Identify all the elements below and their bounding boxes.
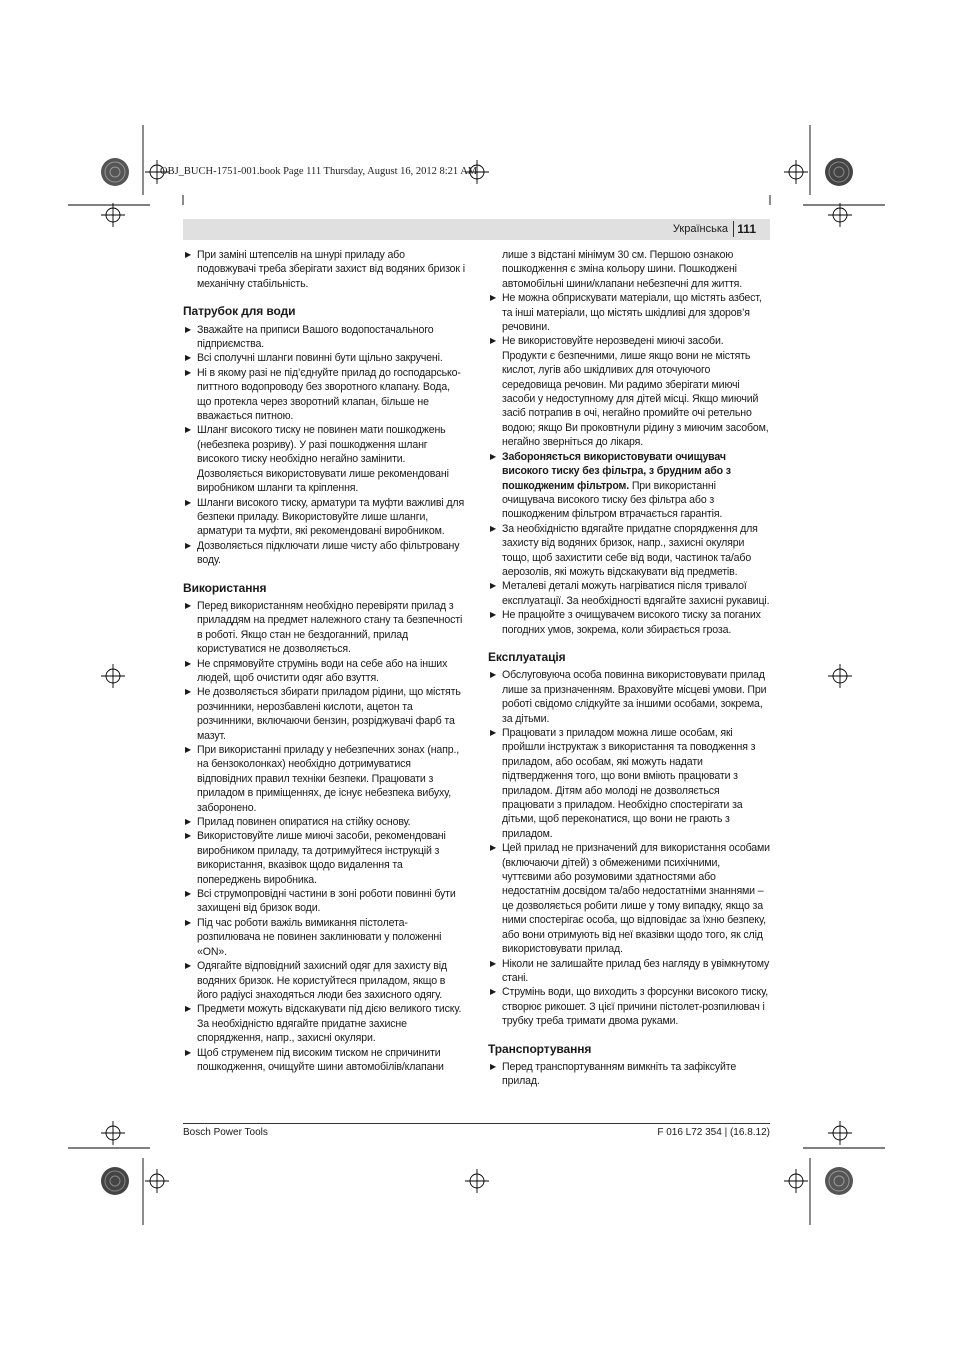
list-item: ▶ Дозволяється підключати лише чисту або фільтровану воду. (185, 539, 460, 567)
header-divider (733, 221, 734, 237)
bullet-arrow-icon: ▶ (185, 425, 192, 435)
bullet-arrow-icon: ▶ (185, 600, 192, 610)
bullet-arrow-icon: ▶ (185, 917, 192, 927)
section-title: Експлуатація (488, 649, 566, 664)
bullet-arrow-icon: ▶ (490, 728, 497, 737)
list-item: ▶ Не працюйте з очищувачем високого тиску за поганих погодних умов, зокрема, коли збирається гроза. (490, 609, 761, 636)
bullet-arrow-icon: ▶ (185, 250, 192, 259)
section-title: Патрубок для води (183, 304, 296, 319)
bullet-arrow-icon: ▶ (490, 670, 497, 680)
footer-doc-number: F 016 L72 354 | (16.8.12) (657, 1127, 770, 1138)
list-item: ▶ При використанні приладу у небезпечних зонах (напр., на бензоколонках) необхідно дотримуватися відповідних правил техніки безпеки. Працювати з приладом в приміщеннях, де існує небезпека вибуху, заборонено. (185, 744, 460, 814)
list-item: ▶ Обслуговуюча особа повинна використовувати прилад лише за призначенням. Враховуйте місцеві умови. При роботі свідомо слідкуйте за іншими особами, зокрема, за дітьми. (490, 669, 767, 725)
list-item: ▶ Ні в якому разі не під’єднуйте прилад до господарсько-питтного водопроводу без зворотного клапану. Вода, що протекла через зворотний клапан, більше не вважається питною. (185, 366, 461, 423)
list-item: ▶ При заміні штепселів на шнурі приладу або подовжувачі треба зберігати захист від водяних бризок і механічну стабільність. (185, 249, 465, 290)
list-item: ▶ Не використовуйте нерозведені миючі засоби. Продукти є безпечними, лише якщо вони не містять кислот, лугів або шкідливих для оточуючого середовища речовин. Ми радимо зберігати миючі засоби у недоступному для дітей місці. Якщо миючий засіб потрапив в очі, негайно промийте очі ретельно водою; якщо Ви проковтнули рідину з миючим засобом, негайно зверніться до лікаря. (490, 335, 769, 449)
page-number: 111 (737, 222, 756, 236)
list-item: ▶ Не спрямовуйте струмінь води на себе або на інших людей, щоб очистити одяг або взуття. (185, 657, 448, 684)
print-slug: OBJ_BUCH-1751-001.book Page 111 Thursday, August 16, 2012 8:21 AM (160, 166, 478, 177)
list-item: ▶ Прилад повинен опиратися на стійку основу. (185, 816, 411, 829)
continued-text: лише з відстані мінімум 30 см. Першою ознакою пошкодження є зміна кольору шини. Пошкоджені автомобільні шини/клапани небезпечні для життя. (502, 249, 743, 290)
section-title: Транспортування (488, 1041, 592, 1056)
list-item: ▶ Працювати з приладом можна лише особам, які пройшли інструктаж з використання та поводження з приладом, або особам, які можуть надати підтвердження того, що вони вміють працювати з приладом. Дітям або молоді не дозволяється працювати з приладом. Необхідно спостерігати за дітьми, щоб переконатися, що вони не грають з приладом. (490, 727, 756, 840)
list-item: ▶ Під час роботи важіль вимикання пістолета-розпилювача не повинен заклинювати у положенні «ON». (185, 916, 442, 958)
list-item: ▶ Використовуйте лише миючі засоби, рекомендовані виробником приладу, та дотримуйтеся інструкцій з використання, вказівок щодо видалення та попереджень виробника. (185, 830, 446, 886)
bullet-arrow-icon: ▶ (185, 1047, 192, 1057)
list-item: ▶ Не можна обприскувати матеріали, що містять азбест, та інші матеріали, що містять шкідливі для здоров’я речовини. (490, 292, 762, 334)
bullet-arrow-icon: ▶ (490, 1061, 497, 1071)
bullet-arrow-icon: ▶ (185, 367, 192, 377)
bullet-arrow-icon: ▶ (185, 324, 192, 334)
bullet-arrow-icon: ▶ (185, 961, 192, 971)
bullet-arrow-icon: ▶ (185, 1004, 192, 1014)
right-column (488, 248, 770, 1089)
bullet-arrow-icon: ▶ (490, 293, 497, 303)
page-header (183, 219, 770, 240)
bullet-arrow-icon: ▶ (490, 523, 497, 533)
bullet-arrow-icon: ▶ (490, 958, 497, 968)
bullet-arrow-icon: ▶ (185, 745, 192, 754)
list-item: ▶ Перед використанням необхідно перевіряти прилад з приладдям на предмет належного стану та безпечності в роботі. Якщо стан не бездоганний, прилад користуватися не дозволяється. (185, 599, 463, 656)
bullet-arrow-icon: ▶ (490, 843, 497, 853)
left-column (183, 248, 465, 1074)
list-item: ▶ За необхідністю вдягайте придатне спорядження для захисту від водяних бризок, напр., захисні окуляри тощо, щоб захистити себе від води, частинок та/або аерозолів, які можуть відскакувати від предметів. (490, 522, 758, 578)
bullet-arrow-icon: ▶ (490, 336, 497, 346)
footer-brand: Bosch Power Tools (183, 1127, 268, 1138)
list-item: ▶ Щоб струменем під високим тиском не спричинити пошкодження, очищуйте шини автомобілів/клапани (185, 1046, 444, 1073)
list-item: ▶ Всі струмопровідні частини в зоні роботи повинні бути захищені від бризок води. (185, 888, 456, 915)
bullet-arrow-icon: ▶ (185, 831, 192, 841)
bullet-arrow-icon: ▶ (490, 581, 497, 591)
bullet-arrow-icon: ▶ (490, 987, 497, 997)
list-item: ▶ Струмінь води, що виходить з форсунки високого тиску, створює рикошет. З цієї причини пістолет-розпилювач і трубку треба тримати двома руками. (490, 986, 769, 1028)
bullet-arrow-icon: ▶ (185, 658, 192, 668)
list-item: ▶ Шланги високого тиску, арматури та муфти важливі для безпеки приладу. Використовуйте лише шланги, арматури та муфти, які рекомендовані виробником. (185, 496, 465, 538)
list-item: ▶ Цей прилад не призначений для використання особами (включаючи дітей) з обмеженими психічними, чуттєвими або розумовими здатностями або недостатнім досвідом та/або недостатніми знаннями – це дозволяється робити лише у тому випадку, якщо за ними спостерігає особа, що відповідає за їхню безпеку, або вони отримують від неї вказівки щодо того, як слід використовувати прилад. (490, 842, 770, 956)
list-item: ▶ Ніколи не залишайте прилад без нагляду в увімкнутому стані. (490, 957, 770, 984)
bullet-arrow-icon: ▶ (185, 817, 192, 827)
bullet-arrow-icon: ▶ (490, 610, 497, 620)
list-item: ▶ Не дозволяється збирати приладом рідини, що містять розчинники, нерозбавлені кислоти, ацетон та розчинники, включаючи бензин, розріджувачі фарб та мазут. (185, 686, 461, 742)
footer-divider (183, 1123, 770, 1124)
list-item: ▶ Предмети можуть відскакувати під дією великого тиску. За необхідністю вдягайте придатне захисне спорядження, напр., захисні окуляри. (185, 1003, 462, 1045)
list-item: ▶ Зважайте на приписи Вашого водопостачального підприємства. (185, 323, 434, 351)
bullet-arrow-icon: ▶ (185, 497, 192, 507)
list-item: ▶ Всі сполучні шланги повинні бути щільно закручені. (185, 352, 443, 365)
list-item: ▶ Перед транспортуванням вимкніть та зафіксуйте прилад. (490, 1060, 737, 1088)
bullet-arrow-icon: ▶ (490, 451, 497, 461)
list-item: ▶ Металеві деталі можуть нагріватися після тривалої експлуатації. За необхідності вдягайте захисні рукавиці. (490, 580, 770, 607)
list-item: ▶ Забороняється використовувати очищувач високого тиску без фільтра, з брудним або з пошкодженим фільтром. При використанні очищувача високого тиску без фільтра або з пошкодженим фільтром втрачається гарантія. (490, 450, 731, 521)
bullet-arrow-icon: ▶ (185, 687, 192, 697)
list-item: ▶ Одягайте відповідний захисний одяг для захисту від водяних бризок. Не користуйтеся приладом, якщо в його радіусі знаходяться люди без захисного одягу. (185, 960, 447, 1001)
bullet-arrow-icon: ▶ (185, 889, 192, 899)
header-language: Українська (672, 223, 728, 235)
section-title: Використання (183, 580, 267, 595)
warning-bold-text: Забороняється використовувати очищувач високого тиску без фільтра, з брудним або з пошкодженим фільтром. (502, 450, 731, 492)
bullet-arrow-icon: ▶ (185, 540, 192, 550)
bullet-arrow-icon: ▶ (185, 353, 192, 363)
list-item: ▶ Шланг високого тиску не повинен мати пошкоджень (небезпека розриву). У разі пошкодження шланг високого тиску необхідно негайно замінити. Дозволяється використовувати лише рекомендовані виробником шланги та кріплення. (185, 424, 449, 495)
